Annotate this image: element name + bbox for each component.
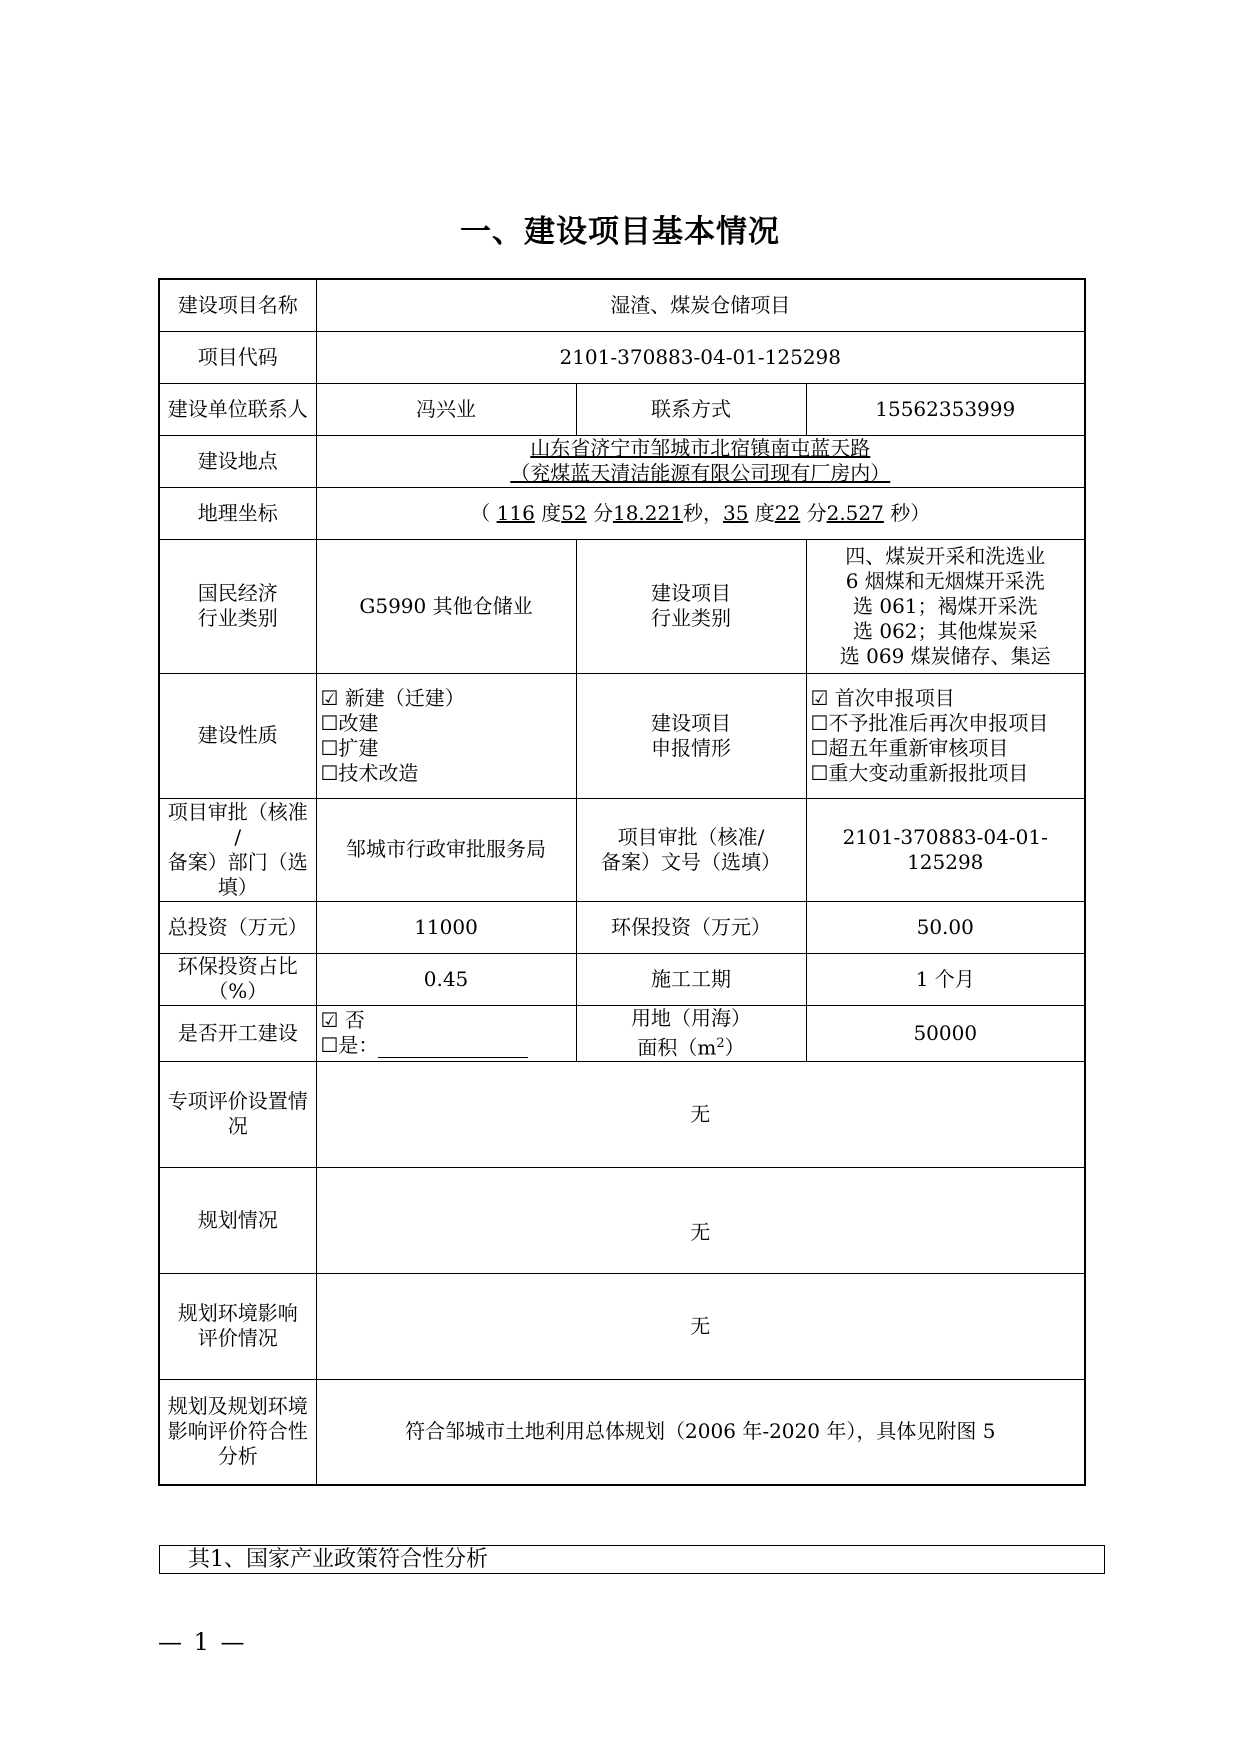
env-investment-label: 环保投资（万元）: [576, 901, 806, 953]
label-line: 建设项目: [651, 581, 731, 605]
table-row: [159, 279, 1085, 331]
page-title: 一、建设项目基本情况: [460, 214, 780, 250]
table-row: [159, 487, 1085, 539]
label-line: 评价情况: [197, 1326, 278, 1350]
coord-close: 秒）: [890, 500, 931, 525]
label-line: 项目审批（核准/: [617, 824, 765, 849]
construction-period-label: 施工工期: [576, 953, 806, 1005]
project-code-label: 项目代码: [159, 331, 316, 383]
planning-value: 无: [316, 1167, 1085, 1273]
checkbox-started[interactable]: [321, 1033, 573, 1058]
label-line: 建设项目: [651, 710, 731, 735]
label-line: 项目审批（核准: [167, 799, 308, 824]
env-investment-value: 50.00: [806, 901, 1085, 953]
label-line: 规划环境影响: [177, 1301, 298, 1325]
superscript: 2: [716, 1035, 725, 1051]
construction-started-options: [316, 1005, 576, 1061]
special-evaluation-label: [159, 1061, 316, 1167]
coordinates-value: [316, 487, 1085, 539]
coord-minute-unit: 分: [806, 500, 827, 525]
coord-degree-unit: 度: [754, 500, 775, 525]
approval-department-label: [159, 798, 316, 901]
label-line: 分析: [217, 1444, 258, 1469]
total-investment-label: 总投资（万元）: [159, 901, 316, 953]
started-blank-field[interactable]: [378, 1039, 528, 1058]
construction-period-value: 1 个月: [806, 953, 1085, 1005]
section-header-box: [159, 1545, 1105, 1574]
page-number: — 1 —: [158, 1628, 247, 1656]
project-industry-label: [576, 539, 806, 673]
longitude-degrees: 116: [496, 500, 535, 525]
label-text: 面积（m: [637, 1035, 717, 1060]
national-industry-value: G5990 其他仓储业: [316, 539, 576, 673]
label-line: 国民经济: [197, 581, 278, 605]
table-row: [159, 383, 1085, 435]
label-line: 用地（用海）: [631, 1005, 751, 1030]
table-row: [159, 435, 1085, 487]
table-row: [159, 1273, 1085, 1379]
checkbox-rebuild[interactable]: ☐改建: [320, 710, 379, 735]
location-label: 建设地点: [159, 435, 316, 487]
coord-minute-unit: 分: [592, 500, 613, 525]
table-row: [159, 953, 1085, 1005]
total-investment-value: 11000: [316, 901, 576, 953]
table-row: [159, 1061, 1085, 1167]
table-row: [159, 1379, 1085, 1485]
table-row: [159, 331, 1085, 383]
label-line: 申报情形: [651, 735, 731, 760]
checkbox-five-year-review[interactable]: ☐超五年重新审核项目: [810, 735, 1009, 760]
planning-env-value: 无: [316, 1273, 1085, 1379]
label-line: （%）: [208, 979, 268, 1003]
label-line: 专项评价设置情: [167, 1089, 308, 1113]
location-line-1: 山东省济宁市邹城市北宿镇南屯蓝天路: [530, 436, 871, 460]
declaration-status-label: [576, 673, 806, 798]
label-text: ）: [724, 1035, 745, 1060]
checkbox-first-declaration[interactable]: ☑ 首次申报项目: [810, 685, 955, 710]
contact-phone-label: 联系方式: [576, 383, 806, 435]
table-row: [159, 1167, 1085, 1273]
national-industry-label: [159, 539, 316, 673]
project-name-label: 建设项目名称: [159, 279, 316, 331]
checkbox-not-started[interactable]: ☑ 否: [320, 1008, 365, 1032]
project-name-value: 湿渣、煤炭仓储项目: [316, 279, 1085, 331]
section-header: 其1、国家产业政策符合性分析: [188, 1547, 488, 1572]
coordinates-label: 地理坐标: [159, 487, 316, 539]
label-line: 备案）文号（选填）: [601, 849, 781, 874]
env-ratio-value: 0.45: [316, 953, 576, 1005]
label-line: 行业类别: [197, 606, 278, 630]
checkbox-tech-upgrade[interactable]: ☐技术改造: [320, 760, 419, 785]
coord-open: （: [470, 500, 491, 525]
started-option-label: ☐是：: [320, 1033, 379, 1057]
project-industry-value: [806, 539, 1085, 673]
location-line-2: （兖煤蓝天清洁能源有限公司现有厂房内）: [510, 461, 891, 485]
label-line: /: [234, 824, 242, 849]
latitude-seconds: 2.527: [826, 500, 884, 525]
value-line: 6 烟煤和无烟煤开采洗: [845, 568, 1045, 593]
approval-number-label: [576, 798, 806, 901]
table-row: [159, 901, 1085, 953]
label-line: 影响评价符合性: [167, 1419, 308, 1444]
contact-person-value: 冯兴业: [316, 383, 576, 435]
compliance-label: [159, 1379, 316, 1485]
construction-nature-label: 建设性质: [159, 673, 316, 798]
land-area-label: [576, 1005, 806, 1061]
contact-person-label: 建设单位联系人: [159, 383, 316, 435]
value-line: 四、煤炭开采和洗选业: [845, 543, 1046, 568]
compliance-value: 符合邹城市土地利用总体规划（2006 年-2020 年），具体见附图 5: [316, 1379, 1085, 1485]
env-ratio-label: [159, 953, 316, 1005]
table-row: [159, 798, 1085, 901]
construction-started-label: 是否开工建设: [159, 1005, 316, 1061]
label-line: 环保投资占比: [177, 954, 298, 978]
project-code-value: 2101-370883-04-01-125298: [316, 331, 1085, 383]
checkbox-redeclaration[interactable]: ☐不予批准后再次申报项目: [810, 710, 1049, 735]
label-line: [580, 1031, 803, 1061]
project-info-table: [158, 278, 1086, 1486]
value-line: 选 061；褐煤开采洗: [852, 593, 1038, 618]
coord-second-unit: 秒，: [682, 500, 723, 525]
planning-label: 规划情况: [159, 1167, 316, 1273]
table-row: [159, 673, 1085, 798]
latitude-degrees: 35: [722, 500, 749, 525]
approval-number-value: 2101-370883-04-01-125298: [806, 798, 1085, 901]
label-line: 填）: [217, 874, 258, 899]
longitude-minutes: 52: [561, 500, 587, 525]
label-line: 况: [227, 1114, 248, 1138]
contact-phone-value: 15562353999: [806, 383, 1085, 435]
coord-degree-unit: 度: [541, 500, 562, 525]
checkbox-major-change[interactable]: ☐重大变动重新报批项目: [810, 760, 1029, 785]
checkbox-new-build[interactable]: ☑ 新建（迁建）: [320, 685, 465, 710]
location-value: [316, 435, 1085, 487]
longitude-seconds: 18.221: [612, 500, 683, 525]
approval-department-value: 邹城市行政审批服务局: [316, 798, 576, 901]
label-line: 行业类别: [651, 606, 731, 630]
label-line: 备案）部门（选: [167, 849, 308, 874]
declaration-status-options: [806, 673, 1085, 798]
table-row: [159, 1005, 1085, 1061]
label-line: 规划及规划环境: [167, 1394, 308, 1419]
value-line: 选 069 煤炭储存、集运: [839, 643, 1051, 668]
planning-env-label: [159, 1273, 316, 1379]
table-row: [159, 539, 1085, 673]
value-line: 选 062；其他煤炭采: [852, 618, 1038, 643]
construction-nature-options: [316, 673, 576, 798]
latitude-minutes: 22: [774, 500, 801, 525]
checkbox-expansion[interactable]: ☐扩建: [320, 735, 379, 760]
land-area-value: 50000: [806, 1005, 1085, 1061]
special-evaluation-value: 无: [316, 1061, 1085, 1167]
